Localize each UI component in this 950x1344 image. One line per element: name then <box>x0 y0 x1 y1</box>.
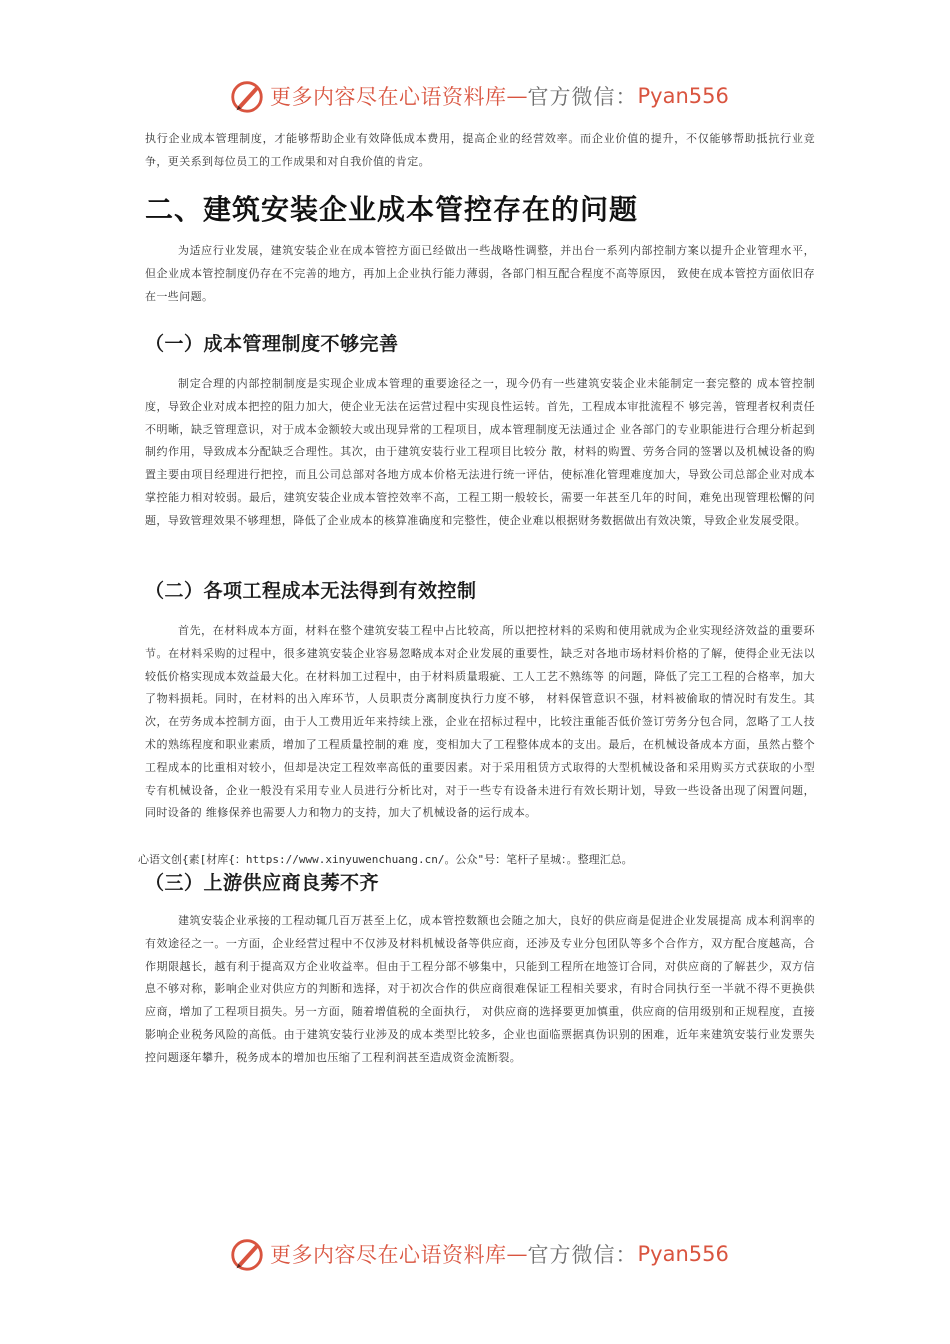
subsection-3-paragraph: 建筑安装企业承接的工程动辄几百万甚至上亿，成本管控数额也会随之加大，良好的供应商是促进企业发展提高 成本利润率的有效途径之一。一方面，企业经营过程中不仅涉及材料机械设备等供应商，还涉及专业分包团队等多个合作方，双方配合度越高，合作期限越长，越有利于提高双方企业收益率。但由于工程分部不够集中，只能到工程所在地签订合同，对供应商的了解甚少，双方信息不够对称，影响企业对供应方的判断和选择，对于初次合作的供应商很难保证工程相关要求，有时合同执行至一半就不得不更换供应商，增加了工程项目损失。另一方面，随着增值税的全面执行， 对供应商的选择要更加慎重，供应商的信用级别和正规程度，直接影响企业税务风险的高低。由于建筑安装行业涉及的成本类型比较多，企业也面临票据真伪识别的困难，近年来建筑安装行业发票失控问题逐年攀升，税务成本的增加也压缩了工程利润甚至造成资金流断裂。 <box>145 914 815 1064</box>
subsection-1-title: （一）成本管理制度不够完善 <box>145 333 399 355</box>
intro-paragraph: 执行企业成本管理制度，才能够帮助企业有效降低成本费用，提高企业的经营效率。而企业价值的提升，不仅能够帮助抵抗行业竞争，更关系到每位员工的工作成果和对自我价值的肯定。 <box>145 132 815 168</box>
section-2-paragraph: 为适应行业发展，建筑安装企业在成本管控方面已经做出一些战略性调整，并出台一系列内部控制方案以提升企业管理水平，但企业成本管控制度仍存在不完善的地方，再加上企业执行能力薄弱，各部门相互配合程度不高等原因， 致使在成本管控方面依旧存在一些问题。 <box>145 244 815 303</box>
banner-wechat-id: Pyan556 <box>637 84 729 108</box>
subsection-1-body-block <box>145 373 815 533</box>
banner-wechat-label: 官方微信： <box>527 85 638 109</box>
section-2-heading-block <box>145 188 815 228</box>
section-2-intro-block <box>145 240 815 308</box>
subsection-3-heading-block <box>145 868 815 895</box>
subsection-2-title: （二）各项工程成本无法得到有效控制 <box>145 580 477 602</box>
pen-logo-icon <box>228 1235 266 1273</box>
pen-logo-icon <box>228 77 266 115</box>
banner-slogan: 更多内容尽在心语资料库 <box>270 1243 507 1267</box>
subsection-3-title: （三）上游供应商良莠不齐 <box>145 872 380 894</box>
header-banner <box>0 70 950 120</box>
footer-banner <box>0 1228 950 1278</box>
section-2-title: 二、建筑安装企业成本管控存在的问题 <box>145 193 639 226</box>
subsection-2-paragraph: 首先，在材料成本方面，材料在整个建筑安装工程中占比较高，所以把控材料的采购和使用就成为企业实现经济效益的重要环节。在材料采购的过程中，很多建筑安装企业容易忽略成本对企业发展的重要性，缺乏对各地市场材料价格的了解，使得企业无法以较低价格实现成本效益最大化。在材料加工过程中，由于材料质量瑕疵、工人工艺不熟练等 的问题，降低了完工工程的合格率，加大了物料损耗。同时，在材料的出入库环节，人员职责分离制度执行力度不够， 材料保管意识不强，材料被偷取的情况时有发生。其次，在劳务成本控制方面，由于人工费用近年来持续上涨，企业在招标过程中，比较注重能否低价签订劳务分包合同，忽略了工人技术的熟练程度和职业素质，增加了工程质量控制的难 度，变相加大了工程整体成本的支出。最后，在机械设备成本方面，虽然占整个工程成本的比重相对较小，但却是决定工程效率高低的重要因素。对于采用租赁方式取得的大型机械设备和采用购买方式获取的小型专有机械设备，企业一般没有采用专业人员进行分析比对，对于一些专有设备未进行有效长期计划，导致一些设备出现了闲置问题，同时设备的 维修保养也需要人力和物力的支持，加大了机械设备的运行成本。 <box>145 624 815 820</box>
subsection-1-paragraph: 制定合理的内部控制制度是实现企业成本管理的重要途径之一，现今仍有一些建筑安装企业未能制定一套完整的 成本管控制度，导致企业对成本把控的阻力加大，使企业无法在运营过程中实现良性运转。首先，工程成本审批流程不 够完善，管理者权利责任不明晰，缺乏管理意识，对于成本金额较大或出现异常的工程项目，成本管理制度无法通过企 业各部门的专业职能进行合理分析起到制约作用，导致成本分配缺乏合理性。其次，由于建筑安装行业工程项目比较分 散，材料的购置、劳务合同的签署以及机械设备的购置主要由项目经理进行把控，而且公司总部对各地方成本价格无法进行统一评估，使标准化管理难度加大，导致公司总部企业对成本掌控能力相对较弱。最后，建筑安装企业成本管控效率不高，工程工期一般较长，需要一年甚至几年的时间，难免出现管理松懈的问题，导致管理效果不够理想，降低了企业成本的核算准确度和完整性，使企业难以根据财务数据做出有效决策，导致企业发展受限。 <box>145 377 815 527</box>
banner-wechat-id: Pyan556 <box>637 1242 729 1266</box>
subsection-2-body-block <box>145 620 815 825</box>
banner-wechat-label: 官方微信： <box>527 1243 638 1267</box>
subsection-1-heading-block <box>145 329 815 356</box>
source-watermark-text: 心语文创{素[材库{：https://www.xinyuwenchuang.cn/。公众"号：笔杆子星城：。整理汇总。 <box>138 853 633 866</box>
subsection-2-heading-block <box>145 576 815 603</box>
intro-block <box>145 128 815 174</box>
banner-dash: — <box>506 1242 528 1266</box>
subsection-3-body-block <box>145 910 815 1070</box>
banner-dash: — <box>506 84 528 108</box>
banner-slogan: 更多内容尽在心语资料库 <box>270 85 507 109</box>
